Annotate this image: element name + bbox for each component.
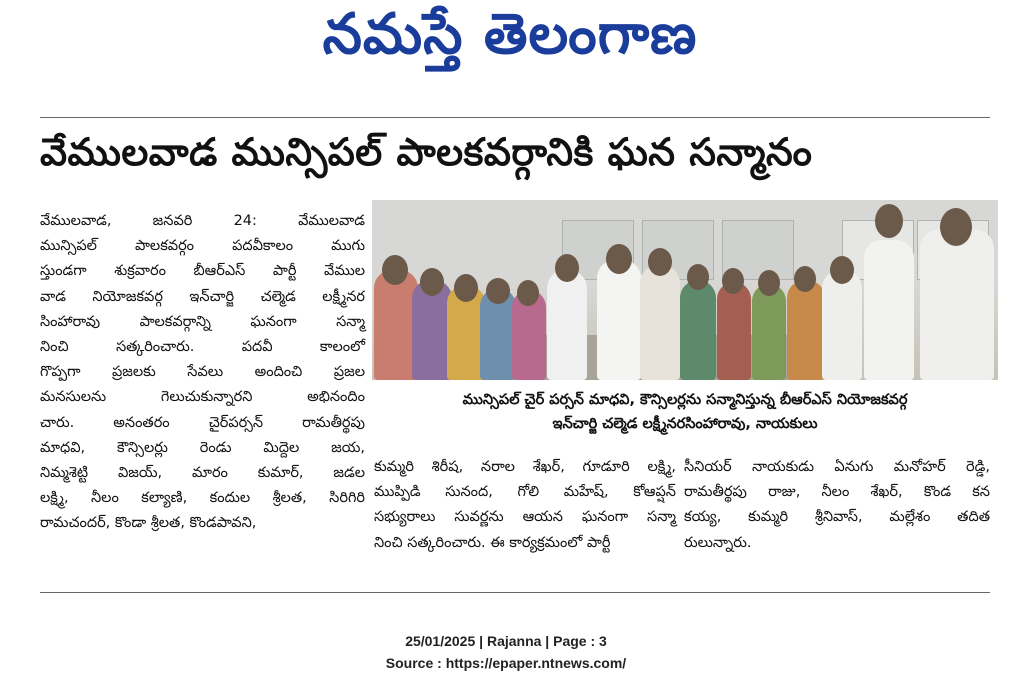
- article-column-3: [684, 455, 990, 556]
- article-line: ముప్పిడి సునంద, గోలి మహేష్‌, కోఆప్షన్‌: [374, 484, 676, 501]
- masthead-title: నమస్తే తెలంగాణ: [322, 1, 698, 67]
- article-line: నించి సత్కరించారు. ఈ కార్యక్రమంలో పార్టీ: [374, 534, 611, 551]
- article-line: రులున్నారు.: [684, 534, 752, 551]
- footer: [0, 630, 1012, 674]
- masthead-logo: [300, 1, 720, 76]
- article-line: వాడ నియోజకవర్గ ఇన్‌చార్జి చల్మెడ లక్ష్మీనర: [40, 288, 365, 305]
- article-line: కుమ్మరి శిరీష, నరాల శేఖర్‌, గూడూరి లక్ష్మి,: [374, 459, 676, 475]
- article-line: మనసులను గెలుచుకున్నారని అభినందిం: [40, 389, 365, 406]
- article-line: లక్ష్మి, నీలం కల్యాణి, కందుల శ్రీలత, సిరిగిరి: [40, 490, 365, 507]
- footer-date-edition: 25/01/2025 | Rajanna | Page : 3: [405, 633, 607, 649]
- article-line: నిమ్మశెట్టి విజయ్‌, మారం కుమార్‌, జడల: [40, 465, 365, 482]
- article-line: నించి సత్కరించారు. పదవీ కాలంలో: [40, 339, 365, 356]
- article-column-2: [374, 455, 676, 556]
- caption-line-2: ఇన్‌చార్జి చల్మెడ లక్ష్మీనరసింహారావు, నాయకులు: [552, 416, 818, 432]
- article-line: రామతీర్థపు రాజు, నీలం శేఖర్‌, కొండ కన: [684, 484, 990, 501]
- article-line: చారు. అనంతరం చైర్‌పర్సన్‌ రామతీర్థపు: [40, 414, 365, 431]
- article-line: కయ్య, కుమ్మరి శ్రీనివాస్‌, మల్లేశం తదిత: [684, 509, 990, 526]
- article-line: మున్సిపల్‌ పాలకవర్గం పదవీకాలం ముగు: [40, 238, 365, 255]
- news-photo: [372, 200, 998, 380]
- article-line: సభ్యురాలు సువర్ణను ఆయన ఘనంగా సన్మా: [374, 509, 676, 526]
- top-divider: [40, 117, 990, 118]
- article-line: రామచందర్‌, కొండా శ్రీలత, కొండపావని,: [40, 515, 257, 532]
- article-line: సింహారావు పాలకవర్గాన్ని ఘనంగా సన్మా: [40, 313, 365, 330]
- article-line: మాధవి, కౌన్సిలర్లు రెండు మిద్దెల జయ,: [40, 439, 365, 456]
- article-line: సీనియర్‌ నాయకుడు ఏనుగు మనోహర్‌ రెడ్డి,: [684, 459, 990, 475]
- article-line: గొప్పగా ప్రజలకు సేవలు అందించి ప్రజల: [40, 364, 365, 381]
- footer-source: Source : https://epaper.ntnews.com/: [385, 655, 627, 671]
- headline: వేములవాడ మున్సిపల్‌ పాలకవర్గానికి ఘన సన్మానం: [40, 130, 813, 174]
- photo-caption: [385, 388, 985, 436]
- article-line: వేములవాడ, జనవరి 24: వేములవాడ: [40, 213, 365, 229]
- article-line: స్తుండగా శుక్రవారం బీఆర్‌ఎస్‌ పార్టీ వేముల: [40, 263, 365, 280]
- article-column-1: [40, 209, 365, 537]
- bottom-divider: [40, 592, 990, 593]
- caption-line-1: మున్సిపల్‌ చైర్‌ పర్సన్‌ మాధవి, కౌన్సిలర్లను సన్మానిస్తున్న బీఆర్‌ఎస్‌ నియోజకవర్గ: [462, 392, 908, 408]
